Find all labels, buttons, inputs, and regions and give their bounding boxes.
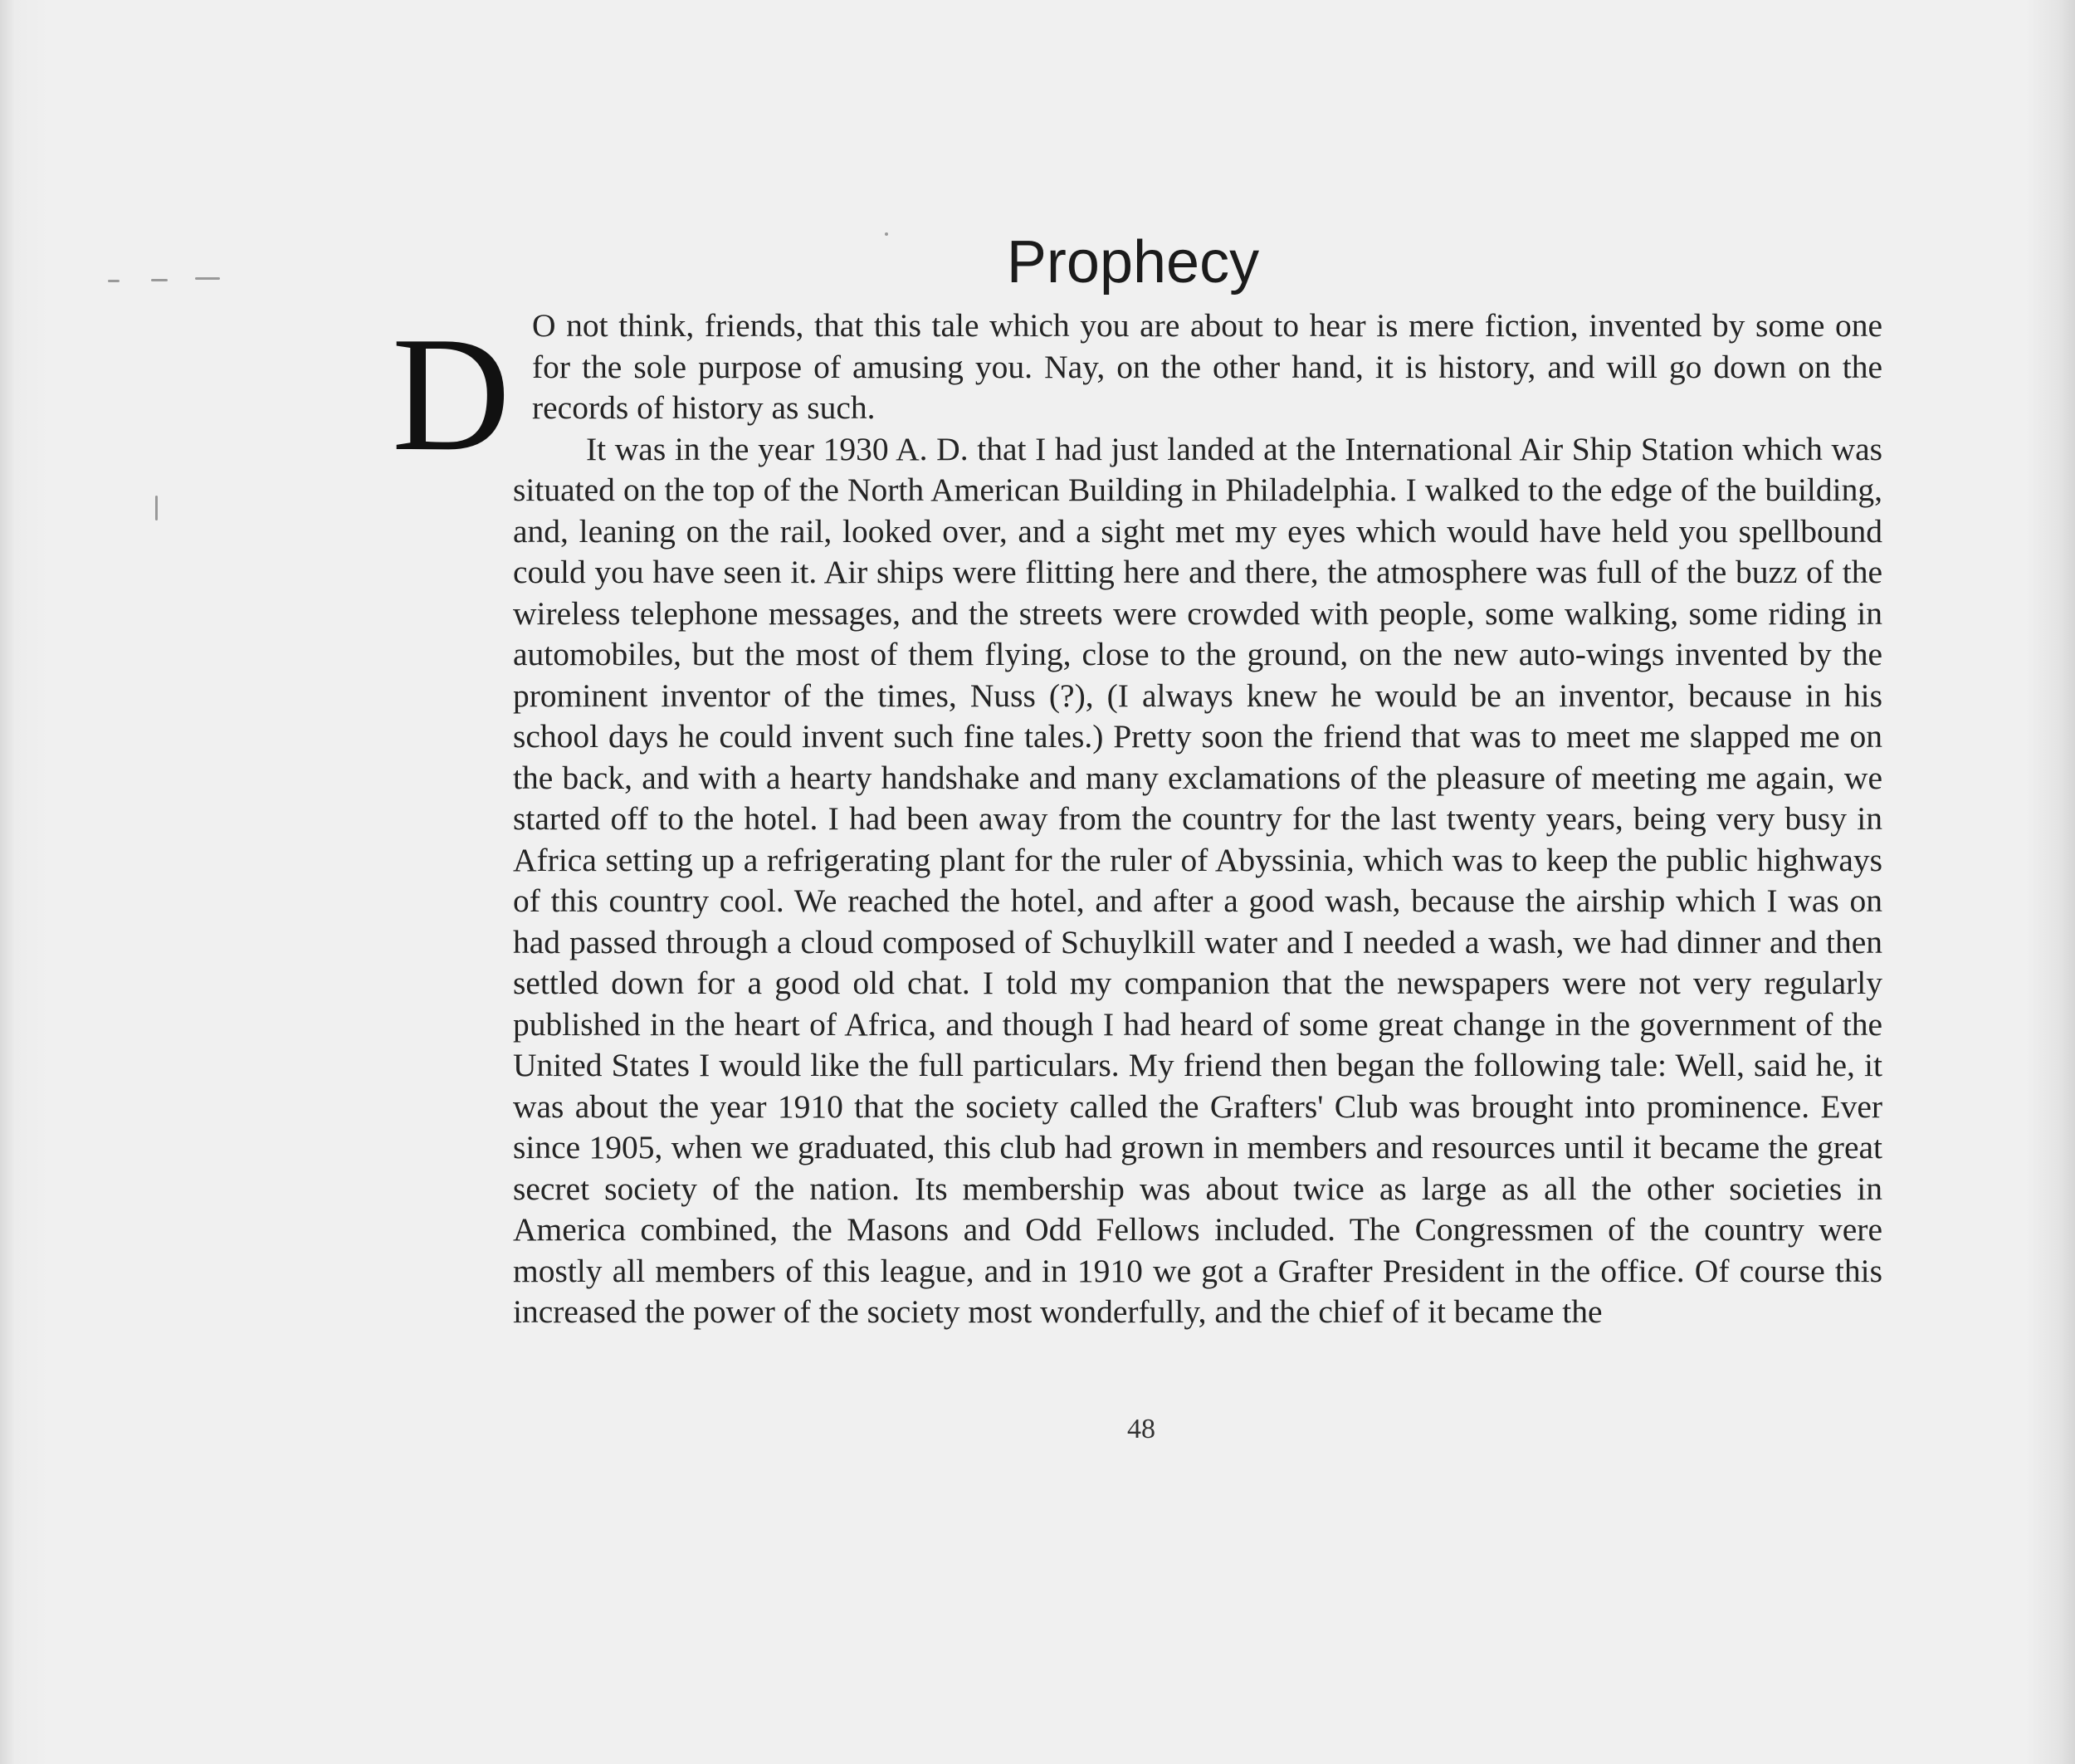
article-body xyxy=(380,305,1882,1333)
page-number: 48 xyxy=(1127,1414,1155,1444)
drop-cap: D xyxy=(392,303,510,485)
page-speck xyxy=(155,496,158,520)
page-title: Prophecy xyxy=(1006,229,1260,296)
paragraph-1-text: O not think, friends, that this tale which you are about to hear is mere fiction, invented by some one for the sole purpose of amusing you. Nay, on the other hand, it is history, and will go down on the records of history as such. xyxy=(532,307,1882,426)
paragraph-2: It was in the year 1930 A. D. that I had just landed at the International Air Ship Station which was situated on the top of the North American Building in Philadelphia. I walked to the edge of the building, and, leaning on the rail, looked over, and a sight met my eyes which would have held you spellbound could you have seen it. Air ships were flitting here and there, the atmosphere was full of the buzz of the wireless telephone messages, and the streets were crowded with people, some walking, some riding in automobiles, but the most of them flying, close to the ground, on the new auto-wings invented by the prominent inventor of the times, Nuss (?), (I always knew he would be an inventor, because in his school days he could invent such fine tales.) Pretty soon the friend that was to meet me slapped me on the back, and with a hearty handshake and many exclamations of the pleasure of meeting me again, we started off to the hotel. I had been away from the country for the last twenty years, being very busy in Africa setting up a refrigerating plant for the ruler of Abyssinia, which was to keep the public highways of this country cool. We reached the hotel, and after a good wash, because the airship which I was on had passed through a cloud composed of Schuylkill water and I needed a wash, we had dinner and then settled down for a good old chat. I told my companion that the newspapers were not very regularly published in the heart of Africa, and though I had heard of some great change in the government of the United States I would like the full particulars. My friend then began the following tale: Well, said he, it was about the year 1910 that the society called the Grafters' Club was brought into prominence. Ever since 1905, when we graduated, this club had grown in members and resources until it became the great secret society of the nation. Its membership was about twice as large as all the other societies in America combined, the Masons and Odd Fellows included. The Congressmen of the country were mostly all members of this league, and in 1910 we got a Grafter President in the office. Of course this increased the power of the society most wonderfully, and the chief of it became the xyxy=(513,430,1882,1330)
paragraph-1 xyxy=(380,303,1882,485)
